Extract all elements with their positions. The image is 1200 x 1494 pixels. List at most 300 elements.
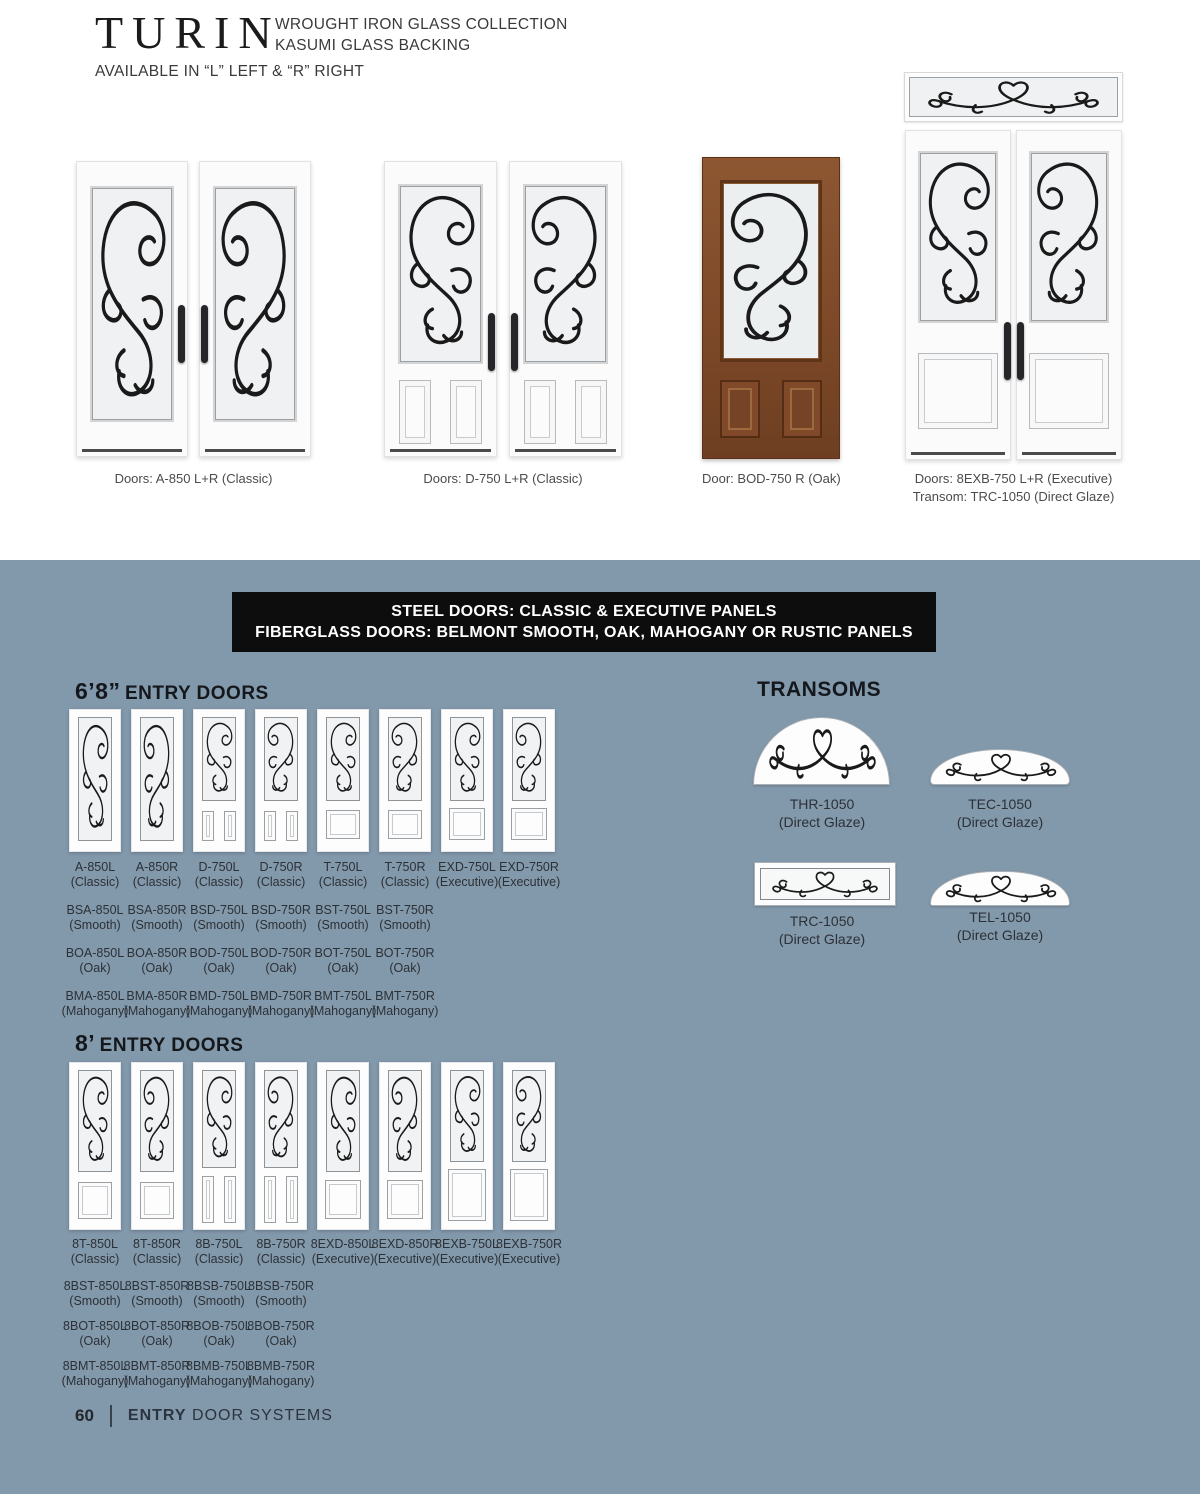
door-sill [1022,452,1116,455]
door-code: 8BOT-850R [124,1319,191,1333]
door-label [126,946,188,976]
door-panel [510,1169,548,1221]
door-finish: (Executive) [311,1252,375,1266]
caption-text: Doors: A-850 L+R (Classic) [114,471,273,486]
door-code: 8T-850L [72,1237,118,1251]
door-code: T-750L [323,860,363,874]
wrought-iron-scroll-icon [910,78,1117,116]
door-code: 8B-750L [195,1237,243,1251]
door-finish: (Mahogany) [309,1004,377,1018]
door-code: BST-750R [376,903,434,917]
door-code: 8BSB-750R [248,1279,315,1293]
panel-inset [392,814,418,835]
door-label [185,1359,253,1389]
wrought-iron-swirl-icon [920,153,996,321]
door-code: EXD-750R [499,860,559,874]
door-finish: (Classic) [70,1252,120,1266]
banner-line-1: STEEL DOORS: CLASSIC & EXECUTIVE PANELS [391,602,777,620]
door-code: 8BOT-850L [63,1319,127,1333]
door-code: BMT-750R [375,989,435,1003]
door-thumb-exd-750l [441,709,493,852]
door-code: 8BMB-750R [246,1359,316,1373]
product-caption [70,470,317,488]
glass-panel [1029,151,1109,323]
door-finish: (Smooth) [379,918,431,932]
door-code: BSD-750R [251,903,311,917]
door-finish: (Classic) [194,875,244,889]
door-handle [201,305,208,363]
page-number: 60 [75,1406,94,1425]
caption-text-2: Transom: TRC-1050 (Direct Glaze) [912,489,1115,504]
door-leaf-right [1016,130,1122,460]
wrought-iron-swirl-icon [1031,153,1107,321]
glass-panel [918,151,998,323]
door-label [123,989,191,1019]
door-code: BOT-750L [314,946,372,960]
door-finish: (Mahogany) [247,1374,315,1388]
door-finish: (Oak) [265,1334,297,1348]
panel-inset [228,815,232,837]
transom-code: THR-1050 [789,796,855,812]
wrought-iron-scroll-icon [758,724,887,782]
banner-line-2: FIBERGLASS DOORS: BELMONT SMOOTH, OAK, MAHOGANY OR RUSTIC PANELS [255,623,913,641]
door-leaf-oak [702,157,840,459]
door-finish: (Classic) [132,875,182,889]
door-label [374,860,436,890]
door-panel [387,1180,423,1219]
wrought-iron-swirl-icon [92,188,172,420]
door-code: 8BMT-850R [123,1359,191,1373]
door-finish: (Smooth) [193,918,245,932]
door-leaf-left [384,161,497,457]
door-label [250,946,312,976]
door-label [371,989,439,1019]
wrought-iron-swirl-icon [513,718,545,800]
door-label [250,860,312,890]
door-thumb-exd-750r [503,709,555,852]
panel-inset [514,1173,544,1217]
door-label [250,1237,312,1267]
door-finish: (Executive) [373,1252,437,1266]
transom-label-tel-1050 [930,908,1070,944]
heading-size: 8’ [75,1030,96,1056]
door-thumb-8exd-850r [379,1062,431,1230]
door-label [248,1279,315,1309]
door-label [123,1359,191,1389]
wrought-iron-swirl-icon [400,186,481,362]
door-panel [224,811,236,841]
product-caption [378,470,628,488]
door-finish: (Mahogany) [185,1374,253,1388]
glass-panel [202,1070,236,1168]
glass-panel [388,717,422,801]
door-panel [918,353,998,429]
glass-panel [78,1070,112,1172]
door-leaf-left [76,161,188,457]
door-finish: (Smooth) [131,918,183,932]
transom-code: TRC-1050 [789,913,855,929]
door-finish: (Smooth) [131,1294,183,1308]
panel-inset [268,815,272,837]
heading-size: 6’8” [75,678,121,704]
label-row-8-smooth [64,1279,560,1309]
panel-inset [206,815,210,837]
door-finish: (Mahogany) [247,1004,315,1018]
catalog-grid-section [0,560,1200,1494]
product-photo-a850 [70,155,317,465]
door-code: BMA-850L [65,989,125,1003]
door-finish: (Mahogany) [123,1004,191,1018]
label-row-68-classic [64,860,560,890]
door-thumb-8t-850l [69,1062,121,1230]
door-thumb-8b-750r [255,1062,307,1230]
door-panel [326,810,360,839]
door-thumb-t-750r [379,709,431,852]
wrought-iron-swirl-icon [265,1071,297,1167]
transom-finish: (Direct Glaze) [778,814,866,830]
door-label [247,989,315,1019]
door-handle [511,313,518,371]
door-panel [202,1176,214,1223]
door-label [371,1237,439,1267]
door-label [126,1279,188,1309]
section-heading-68-entry-doors [75,678,269,705]
panel-inset [515,812,543,836]
footer-label-rest: DOOR SYSTEMS [186,1407,333,1424]
door-code: 8BOB-750R [247,1319,315,1333]
collection-header [95,7,281,58]
panel-inset [391,1184,419,1215]
page-footer [75,1405,333,1427]
door-code: BOD-750R [250,946,312,960]
door-label [246,1359,316,1389]
panel-inset [330,814,356,835]
door-label [126,903,188,933]
door-label [188,946,250,976]
glass-panel [450,1070,484,1162]
glass-panel [450,717,484,801]
panel-inset [530,386,550,438]
door-code: BOA-850L [65,946,125,960]
door-thumb-8b-750l [193,1062,245,1230]
transom-thumb-tec-1050 [930,749,1070,785]
door-sill [82,449,182,452]
door-panel [264,811,276,841]
door-panel [575,380,607,444]
panel-inset [1035,359,1103,423]
door-label [309,989,377,1019]
door-label [188,1319,250,1349]
door-code: D-750L [198,860,240,874]
transom-glass [909,77,1118,117]
door-code: 8EXB-750R [496,1237,563,1251]
transom-finish: (Direct Glaze) [778,931,866,947]
glass-panel [523,184,608,364]
panel-inset [290,1180,294,1219]
door-finish: (Oak) [203,1334,235,1348]
section-heading-transoms [757,678,881,702]
transom-code: TEL-1050 [969,909,1031,925]
door-panel [1029,353,1109,429]
door-code: BOT-750R [375,946,435,960]
door-label [250,903,312,933]
wrought-iron-swirl-icon [389,1071,421,1171]
panel-inset [82,1186,108,1215]
door-label [312,860,374,890]
door-panel [224,1176,236,1223]
door-label [64,1279,126,1309]
door-finish: (Executive) [435,875,499,889]
panels-banner [232,592,936,652]
door-thumb-d-750l [193,709,245,852]
door-finish: (Mahogany) [185,1004,253,1018]
door-finish: (Mahogany) [61,1374,129,1388]
door-code: A-850R [135,860,179,874]
door-label [126,860,188,890]
glass-panel [264,717,298,801]
footer-divider [110,1405,112,1427]
panel-inset [206,1180,210,1219]
door-code: T-750R [384,860,426,874]
door-finish: (Smooth) [255,918,307,932]
door-label [61,989,129,1019]
wrought-iron-swirl-icon [513,1071,545,1161]
glass-panel [512,717,546,801]
door-label [64,860,126,890]
door-code: BMA-850R [126,989,188,1003]
footer-label-bold: ENTRY [127,1407,187,1424]
label-row-8-mahogany [61,1359,560,1389]
subtitle-line-2: KASUMI GLASS BACKING [275,37,471,54]
transom-label-tec-1050 [930,795,1070,831]
door-label [312,946,374,976]
door-label [374,946,436,976]
product-photo-8exb750 [900,70,1127,465]
label-row-68-smooth [64,903,560,933]
door-finish: (Oak) [79,961,111,975]
door-finish: (Classic) [380,875,430,889]
door-label [312,903,374,933]
door-finish: (Executive) [497,1252,561,1266]
door-thumb-a-850r [131,709,183,852]
door-finish: (Oak) [141,1334,173,1348]
glass-panel [140,1070,174,1172]
door-finish: (Executive) [497,875,561,889]
door-handle [178,305,185,363]
door-label [188,1279,250,1309]
transom-finish: (Direct Glaze) [956,927,1044,943]
door-label [188,1237,250,1267]
door-panel [524,380,556,444]
door-code: 8EXD-850R [371,1237,439,1251]
transom-glass [760,868,890,900]
door-panel [325,1180,361,1219]
wrought-iron-swirl-icon [327,718,359,800]
door-code: BMD-750R [250,989,312,1003]
door-panel [720,380,760,438]
heading-text: ENTRY DOORS [124,683,269,704]
door-finish: (Smooth) [69,1294,121,1308]
glass-panel [398,184,483,364]
door-leaf-left [905,130,1011,460]
door-code: BOA-850R [126,946,188,960]
transom-label-trc-1050 [752,912,892,948]
product-caption [880,470,1147,506]
door-leaf-right [199,161,311,457]
door-code: 8BOB-750L [186,1319,252,1333]
door-code: BOD-750L [189,946,249,960]
wrought-iron-scroll-icon [934,873,1068,904]
door-code: 8B-750R [256,1237,306,1251]
door-code: BSA-850L [66,903,124,917]
door-panel [202,811,214,841]
door-finish: (Oak) [141,961,173,975]
wrought-iron-swirl-icon [327,1071,359,1171]
door-handle [1004,322,1011,380]
collection-title: TURIN [95,7,281,58]
door-code: BMD-750L [189,989,249,1003]
door-finish: (Mahogany) [371,1004,439,1018]
transom-label-thr-1050 [752,795,892,831]
glass-panel [388,1070,422,1172]
panel-inset [144,1186,170,1215]
door-finish: (Oak) [79,1334,111,1348]
door-label [498,860,560,890]
glass-panel [326,1070,360,1172]
door-code: A-850L [74,860,116,874]
door-sill [205,449,305,452]
door-code: BMT-750L [314,989,372,1003]
panel-inset [581,386,601,438]
door-label [61,1359,129,1389]
door-leaf-right [509,161,622,457]
door-code: 8BST-850L [63,1279,127,1293]
door-code: EXD-750L [438,860,496,874]
panel-inset [790,388,814,430]
door-finish: (Oak) [389,961,421,975]
product-photo-bod750-oak [702,157,840,463]
door-panel [450,380,482,444]
transom-finish: (Direct Glaze) [956,814,1044,830]
door-thumb-8exb-750l [441,1062,493,1230]
wrought-iron-swirl-icon [525,186,606,362]
door-panel [399,380,431,444]
wrought-iron-swirl-icon [79,718,111,840]
door-thumb-8exb-750r [503,1062,555,1230]
door-finish: (Executive) [435,1252,499,1266]
transom-thumb-trc-1050 [754,862,896,906]
door-code: 8T-850R [133,1237,181,1251]
wrought-iron-swirl-icon [203,1071,235,1167]
transom-thumb-thr-1050 [753,717,890,785]
door-finish: (Oak) [327,961,359,975]
caption-text: Doors: 8EXB-750 L+R (Executive) [914,471,1113,486]
door-code: 8EXD-850L [310,1237,376,1251]
door-panel [78,1182,112,1219]
door-finish: (Classic) [70,875,120,889]
door-code: BST-750L [315,903,371,917]
door-handle [1017,322,1024,380]
heading-text: TRANSOMS [757,678,882,701]
door-code: 8EXB-750L [435,1237,499,1251]
wrought-iron-swirl-icon [79,1071,111,1171]
subtitle-line-1: WROUGHT IRON GLASS COLLECTION [275,16,568,33]
door-finish: (Mahogany) [123,1374,191,1388]
glass-panel [720,180,822,362]
door-panel [264,1176,276,1223]
availability-note: AVAILABLE IN “L” LEFT & “R” RIGHT [95,63,365,80]
door-thumb-d-750r [255,709,307,852]
door-label [185,989,253,1019]
door-label [64,946,126,976]
panel-inset [924,359,992,423]
door-label [64,1319,126,1349]
wrought-iron-swirl-icon [141,1071,173,1171]
door-handle [488,313,495,371]
door-finish: (Smooth) [69,918,121,932]
glass-panel [90,186,174,422]
door-code: 8BSB-750L [187,1279,251,1293]
panel-inset [228,1180,232,1219]
wrought-iron-scroll-icon [934,751,1068,783]
caption-text: Door: BOD-750 R (Oak) [702,471,841,486]
door-panel [449,808,485,840]
door-finish: (Classic) [256,1252,306,1266]
glass-panel [512,1070,546,1162]
door-code: 8BMB-750L [186,1359,253,1373]
product-photo-d750 [378,155,628,465]
door-code: D-750R [259,860,303,874]
glass-panel [202,717,236,801]
transom-thumb-tel-1050 [930,871,1070,906]
panel-inset [268,1180,272,1219]
door-finish: (Smooth) [193,1294,245,1308]
footer-label [128,1407,333,1425]
wrought-iron-swirl-icon [215,188,295,420]
label-row-8-oak [64,1319,560,1349]
door-panel [286,1176,298,1223]
glass-panel [213,186,297,422]
door-code: BSA-850R [127,903,187,917]
door-finish: (Classic) [256,875,306,889]
door-finish: (Classic) [318,875,368,889]
wrought-iron-swirl-icon [451,718,483,800]
panel-inset [452,1173,482,1217]
door-label [374,903,436,933]
door-finish: (Mahogany) [61,1004,129,1018]
door-panel [782,380,822,438]
transom-code: TEC-1050 [968,796,1032,812]
door-thumb-8t-850r [131,1062,183,1230]
collection-subtitle [275,14,775,56]
section-heading-8-entry-doors [75,1030,243,1057]
door-panel [388,810,422,839]
transom-panel [904,72,1123,122]
door-code: BSD-750L [190,903,248,917]
door-label [436,860,498,890]
label-row-68-mahogany [61,989,560,1019]
wrought-iron-scroll-icon [761,869,889,899]
door-sill [911,452,1005,455]
door-panel [286,811,298,841]
door-finish: (Oak) [265,961,297,975]
glass-panel [264,1070,298,1168]
label-row-68-oak [64,946,560,976]
panel-inset [290,815,294,837]
door-finish: (Oak) [203,961,235,975]
wrought-iron-swirl-icon [389,718,421,800]
door-panel [511,808,547,840]
